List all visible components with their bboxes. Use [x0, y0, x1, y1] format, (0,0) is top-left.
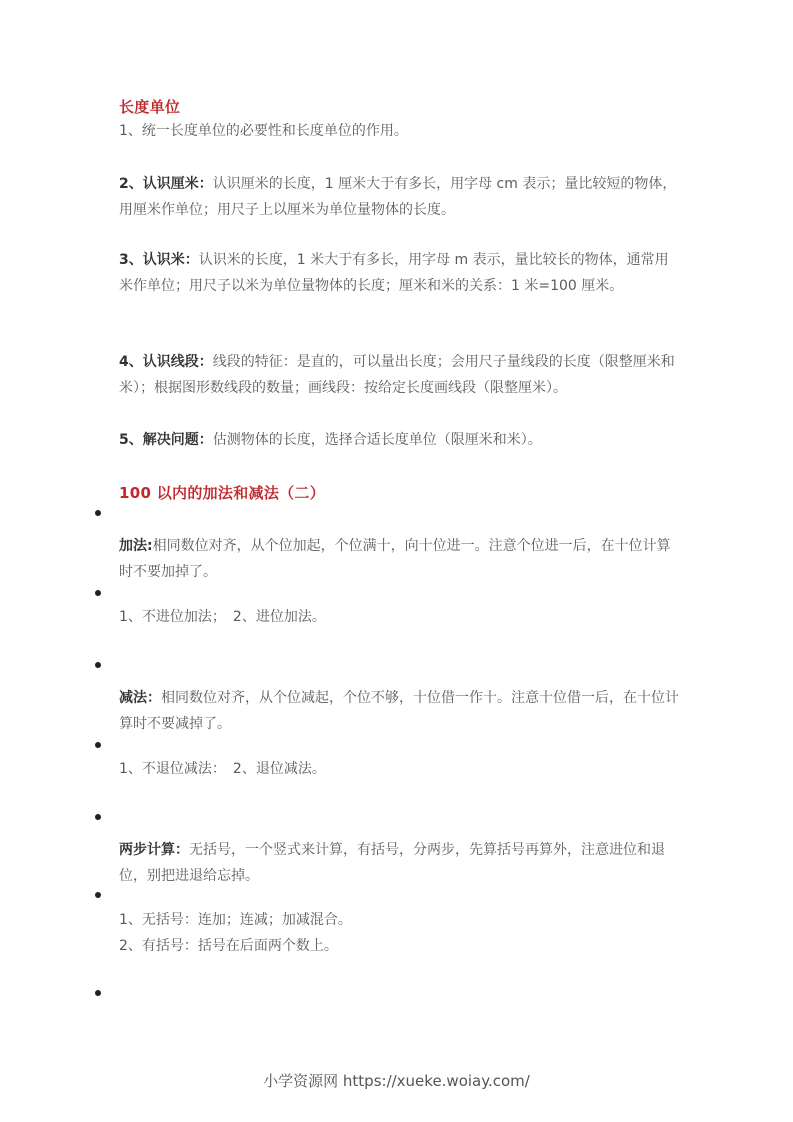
paragraph-2: 2、认识厘米：认识厘米的长度，1 厘米大于有多长，用字母 cm 表示；量比较短的物体，用厘米作单位；用尺子上以厘米为单位量物体的长度。 [119, 176, 677, 218]
label: 4、认识线段： [119, 354, 213, 370]
addition-paragraph: 加法:相同数位对齐，从个位加起，个位满十，向十位进一。注意个位进一后，在十位计算时不要加掉了。 [119, 538, 671, 580]
label: 减法： [119, 690, 161, 706]
two-step-sub-1: 1、无括号：连加；连减；加减混合。 [119, 912, 352, 928]
bullet-icon [95, 814, 101, 820]
label: 加法: [119, 538, 153, 554]
bullet-icon [95, 662, 101, 668]
bullet-icon [95, 892, 101, 898]
two-step-sub-2: 2、有括号：括号在后面两个数上。 [119, 938, 338, 954]
subtraction-paragraph: 减法：相同数位对齐，从个位减起，个位不够，十位借一作十。注意十位借一后，在十位计算时不要减掉了。 [119, 690, 679, 732]
label: 5、解决问题： [119, 432, 213, 448]
two-step-paragraph: 两步计算：无括号，一个竖式来计算，有括号，分两步，先算括号再算外，注意进位和退位，别把进退给忘掉。 [119, 842, 665, 884]
label: 3、认识米： [119, 252, 199, 268]
bullet-icon [95, 990, 101, 996]
label: 两步计算： [119, 842, 189, 858]
bullet-icon [95, 742, 101, 748]
paragraph-5: 5、解决问题：估测物体的长度，选择合适长度单位（限厘米和米）。 [119, 432, 542, 448]
bullet-icon [95, 590, 101, 596]
paragraph-4: 4、认识线段：线段的特征：是直的，可以量出长度；会用尺子量线段的长度（限整厘米和米）；根据图形数线段的数量；画线段：按给定长度画线段（限整厘米）。 [119, 354, 675, 396]
section-title-addition-subtraction: 100 以内的加法和减法（二） [119, 484, 326, 502]
subtraction-sub: 1、不退位减法： 2、退位减法。 [119, 761, 326, 777]
paragraph-1: 1、统一长度单位的必要性和长度单位的作用。 [119, 123, 408, 139]
addition-sub: 1、不进位加法； 2、进位加法。 [119, 609, 326, 625]
label: 2、认识厘米： [119, 176, 213, 192]
bullet-icon [95, 510, 101, 516]
footer-source: 小学资源网 https://xueke.woiay.com/ [263, 1072, 530, 1090]
section-title-length-units: 长度单位 [119, 98, 181, 116]
paragraph-3: 3、认识米：认识米的长度，1 米大于有多长，用字母 m 表示，量比较长的物体，通常用米作单位；用尺子以米为单位量物体的长度；厘米和米的关系：1 米=100 厘米。 [119, 252, 669, 294]
